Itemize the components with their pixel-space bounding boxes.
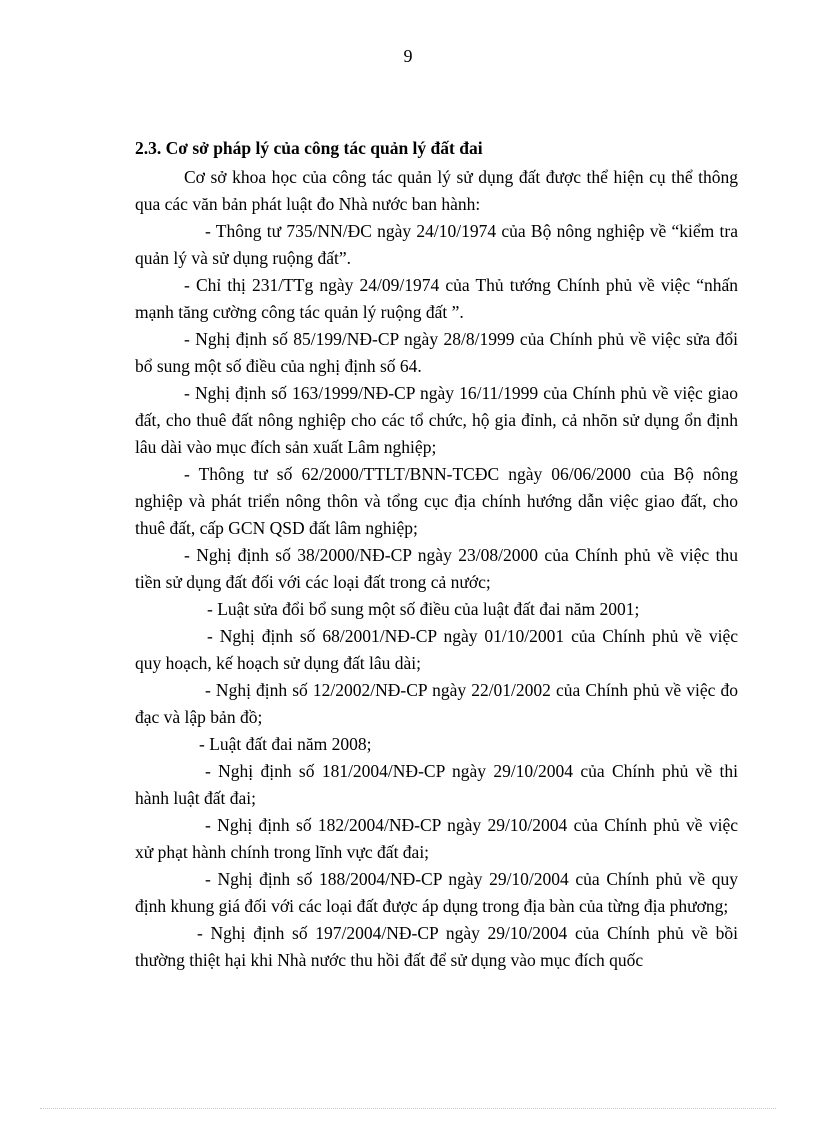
document-body	[135, 135, 738, 974]
list-item: - Nghị định số 197/2004/NĐ-CP ngày 29/10/2004 của Chính phủ về bồi thường thiệt hại khi Nhà nước thu hồi đất để sử dụng vào mục đích quốc	[135, 923, 738, 970]
list-item: - Nghị định số 38/2000/NĐ-CP ngày 23/08/2000 của Chính phủ về việc thu tiền sử dụng đất đối với các loại đất trong cả nước;	[135, 545, 738, 592]
intro-paragraph: Cơ sở khoa học của công tác quản lý sử dụng đất được thể hiện cụ thể thông qua các văn bản phát luật đo Nhà nước ban hành:	[135, 167, 738, 214]
list-item: - Nghị định số 12/2002/NĐ-CP ngày 22/01/2002 của Chính phủ về việc đo đạc và lập bản đồ;	[135, 680, 738, 727]
list-item: - Nghị định số 163/1999/NĐ-CP ngày 16/11/1999 của Chính phủ về việc giao đất, cho thuê đất nông nghiệp cho các tổ chức, hộ gia đỉnh, cả nhõn sử dụng ổn định lâu dài vào mục đích sản xuất Lâm nghiệp;	[135, 383, 738, 457]
list-item: - Thông tư 735/NN/ĐC ngày 24/10/1974 của Bộ nông nghiệp về “kiểm tra quản lý và sử dụng ruộng đất”.	[135, 221, 738, 268]
list-item: - Thông tư số 62/2000/TTLT/BNN-TCĐC ngày 06/06/2000 của Bộ nông nghiệp và phát triển nông thôn và tổng cục địa chính hướng dẫn việc giao đất, cho thuê đất, cấp GCN QSD đất lâm nghiệp;	[135, 464, 738, 538]
list-item: - Nghị định số 85/199/NĐ-CP ngày 28/8/1999 của Chính phủ về việc sửa đổi bổ sung một số điều của nghị định số 64.	[135, 329, 738, 376]
page-bottom-rule	[40, 1108, 776, 1109]
list-item: - Luật đất đai năm 2008;	[199, 734, 372, 754]
list-item: - Luật sửa đổi bổ sung một số điều của luật đất đai năm 2001;	[207, 599, 640, 619]
section-heading: 2.3. Cơ sở pháp lý của công tác quản lý đất đai	[135, 138, 483, 158]
list-item: - Nghị định số 68/2001/NĐ-CP ngày 01/10/2001 của Chính phủ về việc quy hoạch, kế hoạch sử dụng đất lâu dài;	[135, 626, 738, 673]
list-item: - Nghị định số 182/2004/NĐ-CP ngày 29/10/2004 của Chính phủ về việc xử phạt hành chính trong lĩnh vực đất đai;	[135, 815, 738, 862]
list-item: - Chỉ thị 231/TTg ngày 24/09/1974 của Thủ tướng Chính phủ về việc “nhấn mạnh tăng cường công tác quản lý ruộng đất ”.	[135, 275, 738, 322]
list-item: - Nghị định số 188/2004/NĐ-CP ngày 29/10/2004 của Chính phủ về quy định khung giá đối với các loại đất được áp dụng trong địa bàn của từng địa phương;	[135, 869, 738, 916]
list-item: - Nghị định số 181/2004/NĐ-CP ngày 29/10/2004 của Chính phủ về thi hành luật đất đai;	[135, 761, 738, 808]
page-number: 9	[403, 46, 413, 66]
